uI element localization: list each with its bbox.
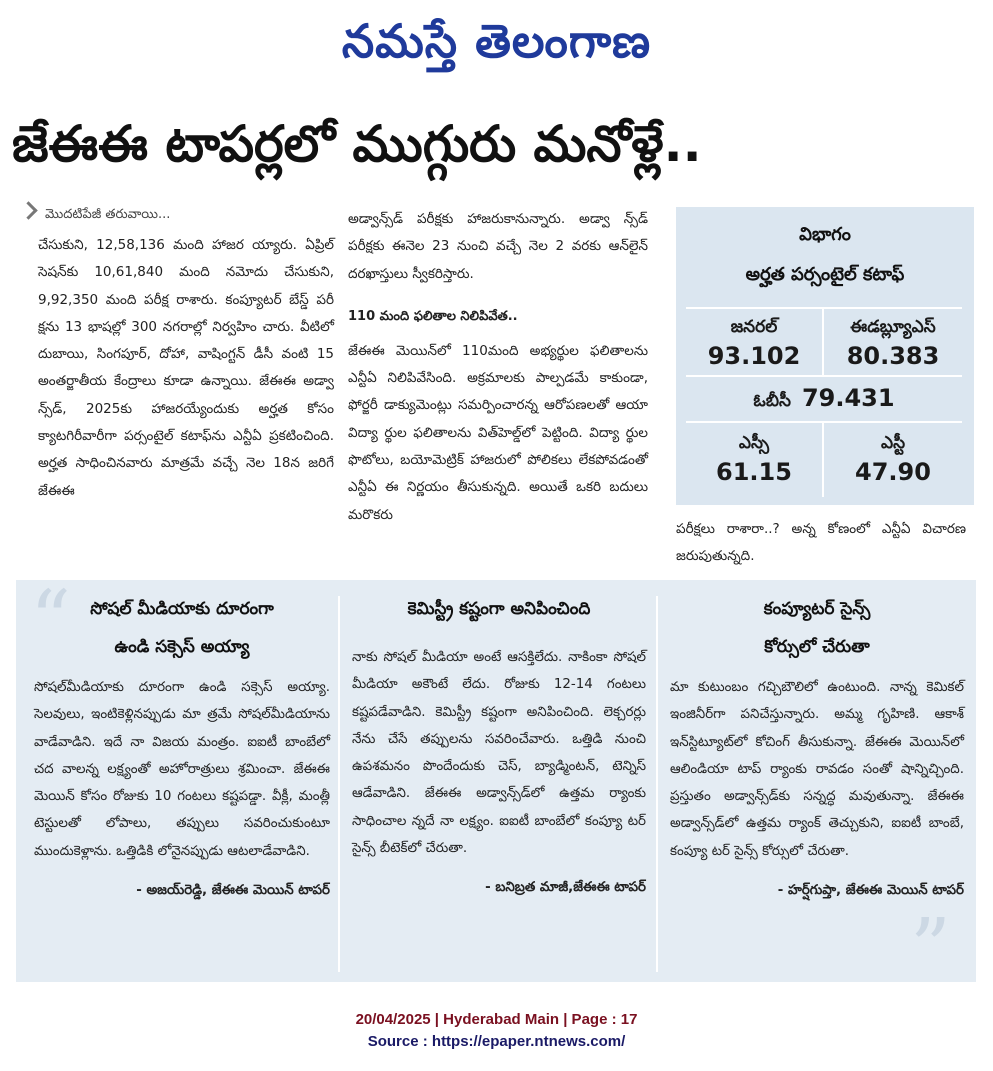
cutoff-cell-obc — [686, 383, 962, 415]
topper-column-3 — [670, 590, 964, 905]
topper-2-body: నాకు సోషల్ మీడియా అంటే ఆసక్తిలేదు. నాకింకా సోషల్ మీడియా అకౌంటే లేదు. రోజుకు 12-14 గంటలు కష్టపడేవాడిని. కెమిస్ట్రీ కష్టంగా అనిపించింది. లెక్చరర్లు నేను చేసే తప్పులను సవరించేవారు. ఒత్తిడి నుంచి ఉపశమనం పొందేందుకు చెస్, బ్యాడ్మింటన్, టెన్నిస్ ఆడేవాడిని. జేఈఈ అడ్వాన్స్‌డ్‌లో ఉత్తమ ర్యాంకు సాధించాల న్నదే నా లక్ష్యం. ఐఐటీ బాంబేలో కంప్యూ టర్ సైన్స్ బీటెక్‌లో చేరుతా. — [352, 650, 646, 857]
ews-value: 80.383 — [846, 342, 940, 370]
general-label: జనరల్ — [730, 317, 778, 337]
footer-source-link[interactable]: Source : https://epaper.ntnews.com/ — [367, 1033, 626, 1050]
ews-label: ఈడబ్ల్యూఎస్ — [850, 317, 936, 337]
cutoff-cell-sc — [686, 429, 822, 487]
obc-label: ఓబీసీ — [753, 391, 791, 411]
st-label: ఎస్టీ — [880, 433, 906, 453]
footer-date-edition: 20/04/2025 | Hyderabad Main | Page : 17 — [355, 1011, 638, 1028]
topper-1-title-line1: సోషల్ మీడియాకు దూరంగా — [90, 599, 274, 619]
cutoff-table — [686, 307, 962, 497]
st-value: 47.90 — [855, 458, 931, 486]
sc-label: ఎస్సీ — [738, 433, 770, 453]
chevron-right-icon — [19, 201, 37, 219]
topper-3-body: మా కుటుంబం గచ్చిబౌలిలో ఉంటుంది. నాన్న కెమికల్ ఇంజినీర్‌గా పనిచేస్తున్నారు. అమ్మ గృహిణి. ఆకాశ్ ఇన్‌స్టిట్యూట్‌లో కోచింగ్ తీసుకున్నా. జేఈఈ మెయిన్‌లో ఆలిండియా టాప్ ర్యాంకు రావడం సంతో షాన్నిచ్చింది. ప్రస్తుతం అడ్వాన్స్‌డ్‌కు సన్నద్ధ మవుతున్నా. జేఈఈ అడ్వాన్స్‌డ్‌లో ఉత్తమ ర్యాంక్ తెచ్చుకుని, ఐఐటీ బాంబే, కంప్యూ టర్ సైన్స్ కోర్సులో చేరుతా. — [670, 680, 964, 859]
obc-value: 79.431 — [801, 384, 895, 412]
topper-1-signature: - అజయ్‌రెడ్డి, జేఈఈ మెయిన్ టాపర్ — [136, 883, 330, 899]
quote-mark-icon: “ — [30, 573, 71, 666]
general-value: 93.102 — [707, 342, 801, 370]
topper-3-title-line2: కోర్సులో చేరుతా — [764, 637, 870, 657]
continued-from-label — [22, 202, 170, 228]
cutoff-box-title-category: విభాగం — [799, 224, 851, 245]
quote-mark-icon: ” — [910, 901, 951, 994]
article-column-1: చేసుకుని, 12,58,136 మంది హాజర య్యారు. ఏప్రిల్ సెషన్‌కు 10,61,840 మంది నమోదు చేసుకుని, 9,92,350 మంది పరీక్ష రాశారు. కంప్యూటర్ బేస్డ్ పరీ క్షను 13 భాషల్లో 300 నగరాల్లో నిర్వహిం చారు. వీటిలో దుబాయి, సింగపూర్, దోహా, వాషింగ్టన్ డీసీ వంటి 15 అంతర్జాతీయ కేంద్రాలు కూడా ఉన్నాయి. జేఈఈ అడ్వా న్స్‌డ్, 2025కు హాజరయ్యేందుకు అర్హత కోసం క్యాటగిరీవారీగా పర్సంటైల్ కటాఫ్‌ను ఎన్టీఏ ప్రకటించింది. అర్హత సాధించినవారు మాత్రమే వచ్చే నెల 18న జరిగే జేఈఈ — [38, 237, 334, 499]
subheading-results-withheld: 110 మంది ఫలితాల నిలిపివేత.. — [348, 308, 518, 324]
cutoff-cell-general — [686, 313, 822, 371]
topper-column-1 — [34, 590, 330, 905]
article-column-2 — [348, 206, 648, 529]
cutoff-cell-st — [824, 429, 962, 487]
column-2-top-text: అడ్వాన్స్‌డ్ పరీక్షకు హాజరుకానున్నారు. అడ్వా న్స్‌డ్ పరీక్షకు ఈనెల 23 నుంచి వచ్చే నెల 2 వరకు ఆన్‌లైన్ దరఖాస్తులు స్వీకరిస్తారు. — [348, 211, 648, 282]
masthead-logo: నమస్తే తెలంగాణ — [341, 14, 652, 68]
topper-1-body: సోషల్‌మీడియాకు దూరంగా ఉండి సక్సెస్ అయ్యా. సెలవులు, ఇంటికెళ్లినప్పుడు మా త్రమే సోషల్‌మీడియాను వాడేవాడిని. ఇదే నా విజయ మంత్రం. ఐఐటీ బాంబేలో చద వాలన్న లక్ష్యంతో అహోరాత్రులు శ్రమించా. జేఈఈ మెయిన్ కోసం రోజుకు 10 గంటలు కష్టపడ్డా. వీక్లీ, మంత్లీ టెస్టులతో లోపాలు, తప్పులు సవరించుకుంటూ ముందుకెళ్లాను. ఒత్తిడికి లోనైనప్పుడు ఆటలాడేవాడిని. — [34, 680, 330, 859]
continued-text: మొదటిపేజీ తరువాయి... — [45, 207, 171, 222]
article-column-3-text: పరీక్షలు రాశారా..? అన్న కోణంలో ఎన్టీఏ విచారణ జరుపుతున్నది. — [676, 521, 966, 565]
topper-column-2 — [352, 590, 646, 902]
cutoff-box-title: అర్హత పర్సంటైల్ కటాఫ్ — [745, 264, 905, 285]
topper-3-title-line1: కంప్యూటర్ సైన్స్ — [763, 599, 871, 619]
topper-2-title-line1: కెమిస్ట్రీ కష్టంగా అనిపించింది — [407, 599, 591, 619]
cutoff-cell-ews — [824, 313, 962, 371]
column-2-body-text: జేఈఈ మెయిన్‌లో 110మంది అభ్యర్థుల ఫలితాలను ఎన్టీఏ నిలిపివేసింది. అక్రమాలకు పాల్పడమే కాకుండా, ఫోర్జరీ డాక్యుమెంట్లు సమర్పించారన్న ఆరోపణలతో ఆయా విద్యా ర్థుల ఫలితాలను విత్‌హెల్డ్‌లో పెట్టింది. విద్యా ర్థుల ఫొటోలు, బయోమెట్రిక్ హాజరులో పోలికలు లేకపోవడంతో ఎన్టీఏ ఈ నిర్ణయం తీసుకున్నది. అయితే ఒకరి బదులు మరొకరు — [348, 342, 648, 523]
topper-1-title-line2: ఉండి సక్సెస్ అయ్యా — [114, 637, 250, 657]
topper-2-signature: - బనిబ్రత మాజీ,జేఈఈ టాపర్ — [485, 880, 646, 896]
sc-value: 61.15 — [716, 458, 792, 486]
topper-3-signature: - హర్ష్‌గుప్తా, జేఈఈ మెయిన్ టాపర్ — [777, 883, 964, 899]
headline: జేఈఈ టాపర్లలో ముగ్గురు మనోళ్లే.. — [12, 115, 702, 173]
